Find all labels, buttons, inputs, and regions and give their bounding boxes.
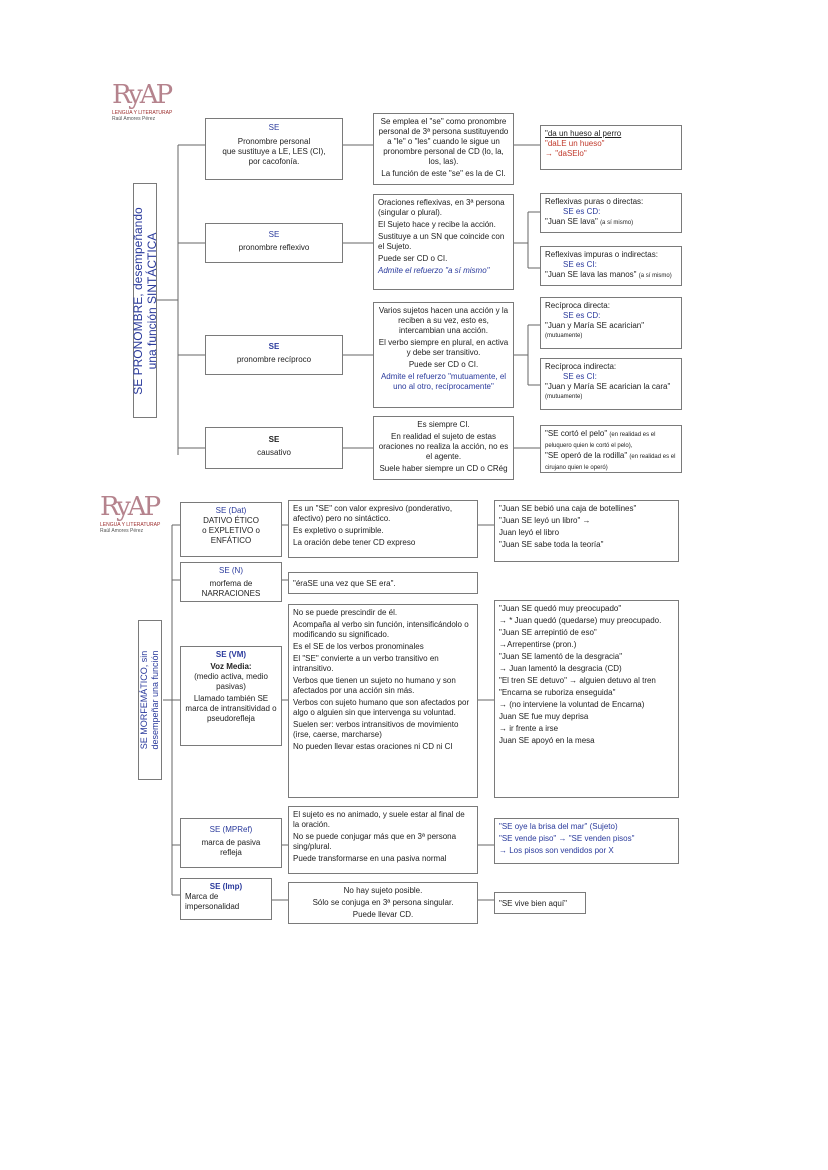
logo-line1: LENGUA Y LITERATURAP [112,110,173,116]
s2-n-desc [288,572,478,594]
s2-dat-head-line: o EXPLETIVO o [202,526,260,535]
s2-imp-se: SE (Imp) [209,882,243,891]
s2-mpref-desc-line: El sujeto es no animado, y suele estar al final de la oración. [293,810,465,829]
example-note: (en realidad es el peluquero quien le cortó el pelo), [545,432,656,449]
example-line: "Juan SE lava las manos" [545,270,637,279]
s2-vm-desc-line: Verbos que tienen un sujeto no humano y son afectados por una acción sin más. [293,676,456,695]
example-line: "da un hueso al perro [545,129,622,138]
logo-top [112,80,172,122]
s1-row2-desc-line: Oraciones reflexivas, en 3ª persona (singular o plural). [378,198,505,217]
s2-imp-desc-line: No hay sujeto posible. [343,886,423,895]
s1-row2-example1 [540,193,682,233]
s1-row4-desc-line: Es siempre CI. [417,420,470,429]
example-line: →Arrepentirse (pron.) [499,640,577,649]
example-line: Recíproca directa: [545,301,610,310]
example-line: "Juan y María SE acarician" [545,321,645,330]
s2-mpref-examples [494,818,679,864]
logo-line2: Raúl Amores Pérez [112,116,156,122]
s2-dat-desc [288,500,478,558]
s1-row4-desc-line: Suele haber siempre un CD o CRég [379,464,508,473]
s1-row3-desc-line: Varios sujetos hacen una acción y la reciben a su vez, esto es, intercambian una acción. [378,306,509,335]
s1-row3-desc [373,302,514,408]
s2-mpref-head-line: marca de pasiva [201,838,261,847]
example-line: "SE oye la brisa del mar" (Sujeto) [499,822,618,831]
s2-dat-head [180,502,282,557]
s1-row3-desc-line: El verbo siempre en plural, en activa y debe ser transitivo. [378,338,509,357]
example-line: "SE operó de la rodilla" [545,451,628,460]
section2-title-line1: SE MORFEMÁTICO, sin [139,650,149,750]
example-line: Juan SE fue muy deprisa [499,712,589,721]
s2-n-desc-line: "éraSE una vez que SE era". [293,579,396,588]
s2-imp-head [180,878,272,920]
s1-row2-desc-line: Admite el refuerzo "a sí mismo" [378,266,490,275]
example-line: SE es CD: [563,311,601,320]
example-line: "Juan y María SE acarician la cara" [545,382,671,391]
example-line: "Juan SE arrepintió de eso" [499,628,597,637]
example-line: SE es CI: [563,372,597,381]
s1-row1-head [205,118,343,180]
s1-row1-se: SE [268,123,280,132]
s1-row1-head-line: Pronombre personal [237,137,311,146]
example-line: Recíproca indirecta: [545,362,617,371]
example-line: "Juan SE lava" [545,217,598,226]
s1-row2-desc [373,194,514,290]
s2-dat-desc-line: Es un "SE" con valor expresivo (ponderativo, afectivo) pero no sintáctico. [293,504,453,523]
s1-row3-head-line: pronombre recíproco [236,355,312,364]
example-note: (en realidad es el cirujano quien le operó) [545,454,676,471]
section1-title [133,183,157,418]
s2-dat-se: SE (Dat) [215,506,247,515]
s1-row3-desc-line: Admite el refuerzo "mutuamente, el uno al otro, recíprocamente" [380,372,507,391]
s2-dat-desc-line: La oración debe tener CD expreso [293,538,416,547]
example-line: "Juan SE leyó un libro" → [499,516,591,525]
example-line: SE es CI: [563,260,597,269]
s2-mpref-desc-line: Puede transformarse en una pasiva normal [293,854,447,863]
example-line: "daLE un hueso" [545,139,605,148]
s2-vm-head [180,646,282,746]
s2-imp-desc-line: Puede llevar CD. [352,910,414,919]
section1-title-line1: SE PRONOMBRE, desempeñando [131,206,145,395]
s1-row2-head [205,223,343,263]
example-line: Juan leyó el libro [499,528,560,537]
example-line: → "daSElo" [545,149,587,158]
s1-row1-head-line: por cacofonía. [248,157,300,166]
s2-dat-examples [494,500,679,562]
example-line: → ir frente a irse [499,724,559,733]
s1-row3-head [205,335,343,375]
example-line: "SE vende piso" → "SE venden pisos" [499,834,635,843]
example-line: "Juan SE bebió una caja de botellines" [499,504,637,513]
logo-line1: LENGUA Y LITERATURAP [100,522,161,528]
s2-vm-desc-line: Es el SE de los verbos pronominales [293,642,424,651]
s1-row4-example [540,425,682,473]
example-note: (a sí mismo) [638,273,672,279]
example-line: "SE cortó el pelo" [545,429,608,438]
s1-row2-desc-line: El Sujeto hace y recibe la acción. [378,220,496,229]
s2-vm-desc-line: Acompaña al verbo sin función, intensificándolo o modificando su significado. [293,620,469,639]
s2-vm-desc-line: No pueden llevar estas oraciones ni CD ni CI [293,742,453,751]
s2-vm-head-line: Llamado también SE marca de intransitividad o pseudorefleja [185,694,277,723]
s1-row2-desc-line: Sustituye a un SN que coincide con el Sujeto. [378,232,505,251]
example-line: → (no interviene la voluntad de Encarna) [499,700,645,709]
example-line: → * Juan quedó (quedarse) muy preocupado. [499,616,662,625]
example-line: "El tren SE detuvo" → alguien detuvo al tren [499,676,656,685]
s2-mpref-head [180,818,282,868]
section2-title-line2: desempeñar una función [150,650,160,750]
example-line: SE es CD: [563,207,601,216]
s1-row1-example [540,125,682,170]
s2-imp-desc-line: Sólo se conjuga en 3ª persona singular. [312,898,454,907]
s2-vm-desc-line: Verbos con sujeto humano que son afectados por algo o alguien sin que intervenga su voluntad. [293,698,470,717]
s2-dat-head-line: ENFÁTICO [210,536,252,545]
s1-row2-se: SE [268,230,280,239]
s2-imp-examples [494,892,586,914]
s2-mpref-desc [288,806,478,874]
s2-dat-desc-line: Es expletivo o suprimible. [293,526,384,535]
example-line: Juan SE apoyó en la mesa [499,736,595,745]
s2-vm-se: SE (VM) [215,650,247,659]
example-note: (mutuamente) [545,333,583,339]
logo-bottom [100,492,160,534]
s1-row1-desc-line: Se emplea el "se" como pronombre personal de 3ª persona sustituyendo a "le" o "les" cuando le sigue un pronombre personal de CD (lo, la, los, las). [378,117,509,166]
example-line: Reflexivas impuras o indirectas: [545,250,658,259]
section2-title [138,620,162,780]
s2-dat-head-line: DATIVO ÉTICO [203,516,259,525]
example-line: "Encarna se ruboriza enseguida" [499,688,616,697]
example-line: "Juan SE quedó muy preocupado" [499,604,622,613]
s1-row4-desc [373,416,514,480]
example-line: → Los pisos son vendidos por X [499,846,614,855]
s2-mpref-desc-line: No se puede conjugar más que en 3ª persona sing/plural. [293,832,457,851]
s1-row2-head-line: pronombre reflexivo [238,243,310,252]
s1-row3-desc-line: Puede ser CD o CI. [408,360,479,369]
s2-vm-desc-line: No se puede prescindir de él. [293,608,398,617]
logo-line2: Raúl Amores Pérez [100,528,144,534]
s1-row4-head [205,427,343,469]
example-line: "Juan SE lamentó de la desgracia" [499,652,623,661]
s2-imp-desc [288,882,478,924]
s2-vm-examples [494,600,679,798]
s2-n-head-line: NARRACIONES [201,589,261,598]
s1-row2-example2 [540,246,682,286]
example-note: (a sí mismo) [600,220,634,226]
s2-mpref-head-line: refleja [220,848,242,857]
logo-mark: RyAP [112,80,171,110]
s1-row1-desc-line: La función de este "se" es la de CI. [381,169,506,178]
example-line: "SE vive bien aquí" [499,899,567,908]
s2-vm-head-line: (medio activa, medio pasivas) [194,672,268,691]
s1-row3-example1 [540,297,682,349]
s2-vm-head-line: Voz Media: [210,662,252,671]
s2-n-head-line: morfema de [209,579,253,588]
logo-mark: RyAP [100,492,159,522]
s1-row1-head-line: que sustituye a LE, LES (CI), [222,147,326,156]
s1-row3-example2 [540,358,682,410]
s2-n-head [180,562,282,602]
s2-n-se: SE (N) [219,566,243,575]
s1-row3-se: SE [268,342,280,351]
s2-vm-desc-line: Suelen ser: verbos intransitivos de movimiento (irse, caerse, marcharse) [293,720,459,739]
s2-imp-head-line: impersonalidad [185,902,240,911]
example-line: Reflexivas puras o directas: [545,197,644,206]
s2-mpref-se: SE (MPRef) [209,825,253,834]
example-line: → Juan lamentó la desgracia (CD) [499,664,622,673]
example-note: (mutuamente) [545,394,583,400]
s1-row4-desc-line: En realidad el sujeto de estas oraciones no realiza la acción, no es el agente. [378,432,509,461]
s2-imp-head-line: Marca de [185,892,219,901]
s2-vm-desc-line: El "SE" convierte a un verbo transitivo en intransitivo. [293,654,439,673]
s1-row2-desc-line: Puede ser CD o CI. [378,254,448,263]
section1-title-line2: una función SINTÁCTICA [145,232,159,369]
s1-row1-desc [373,113,514,185]
s1-row4-se: SE [268,435,280,444]
example-line: "Juan SE sabe toda la teoría" [499,540,604,549]
s2-vm-desc [288,604,478,798]
s1-row4-head-line: causativo [257,448,291,457]
